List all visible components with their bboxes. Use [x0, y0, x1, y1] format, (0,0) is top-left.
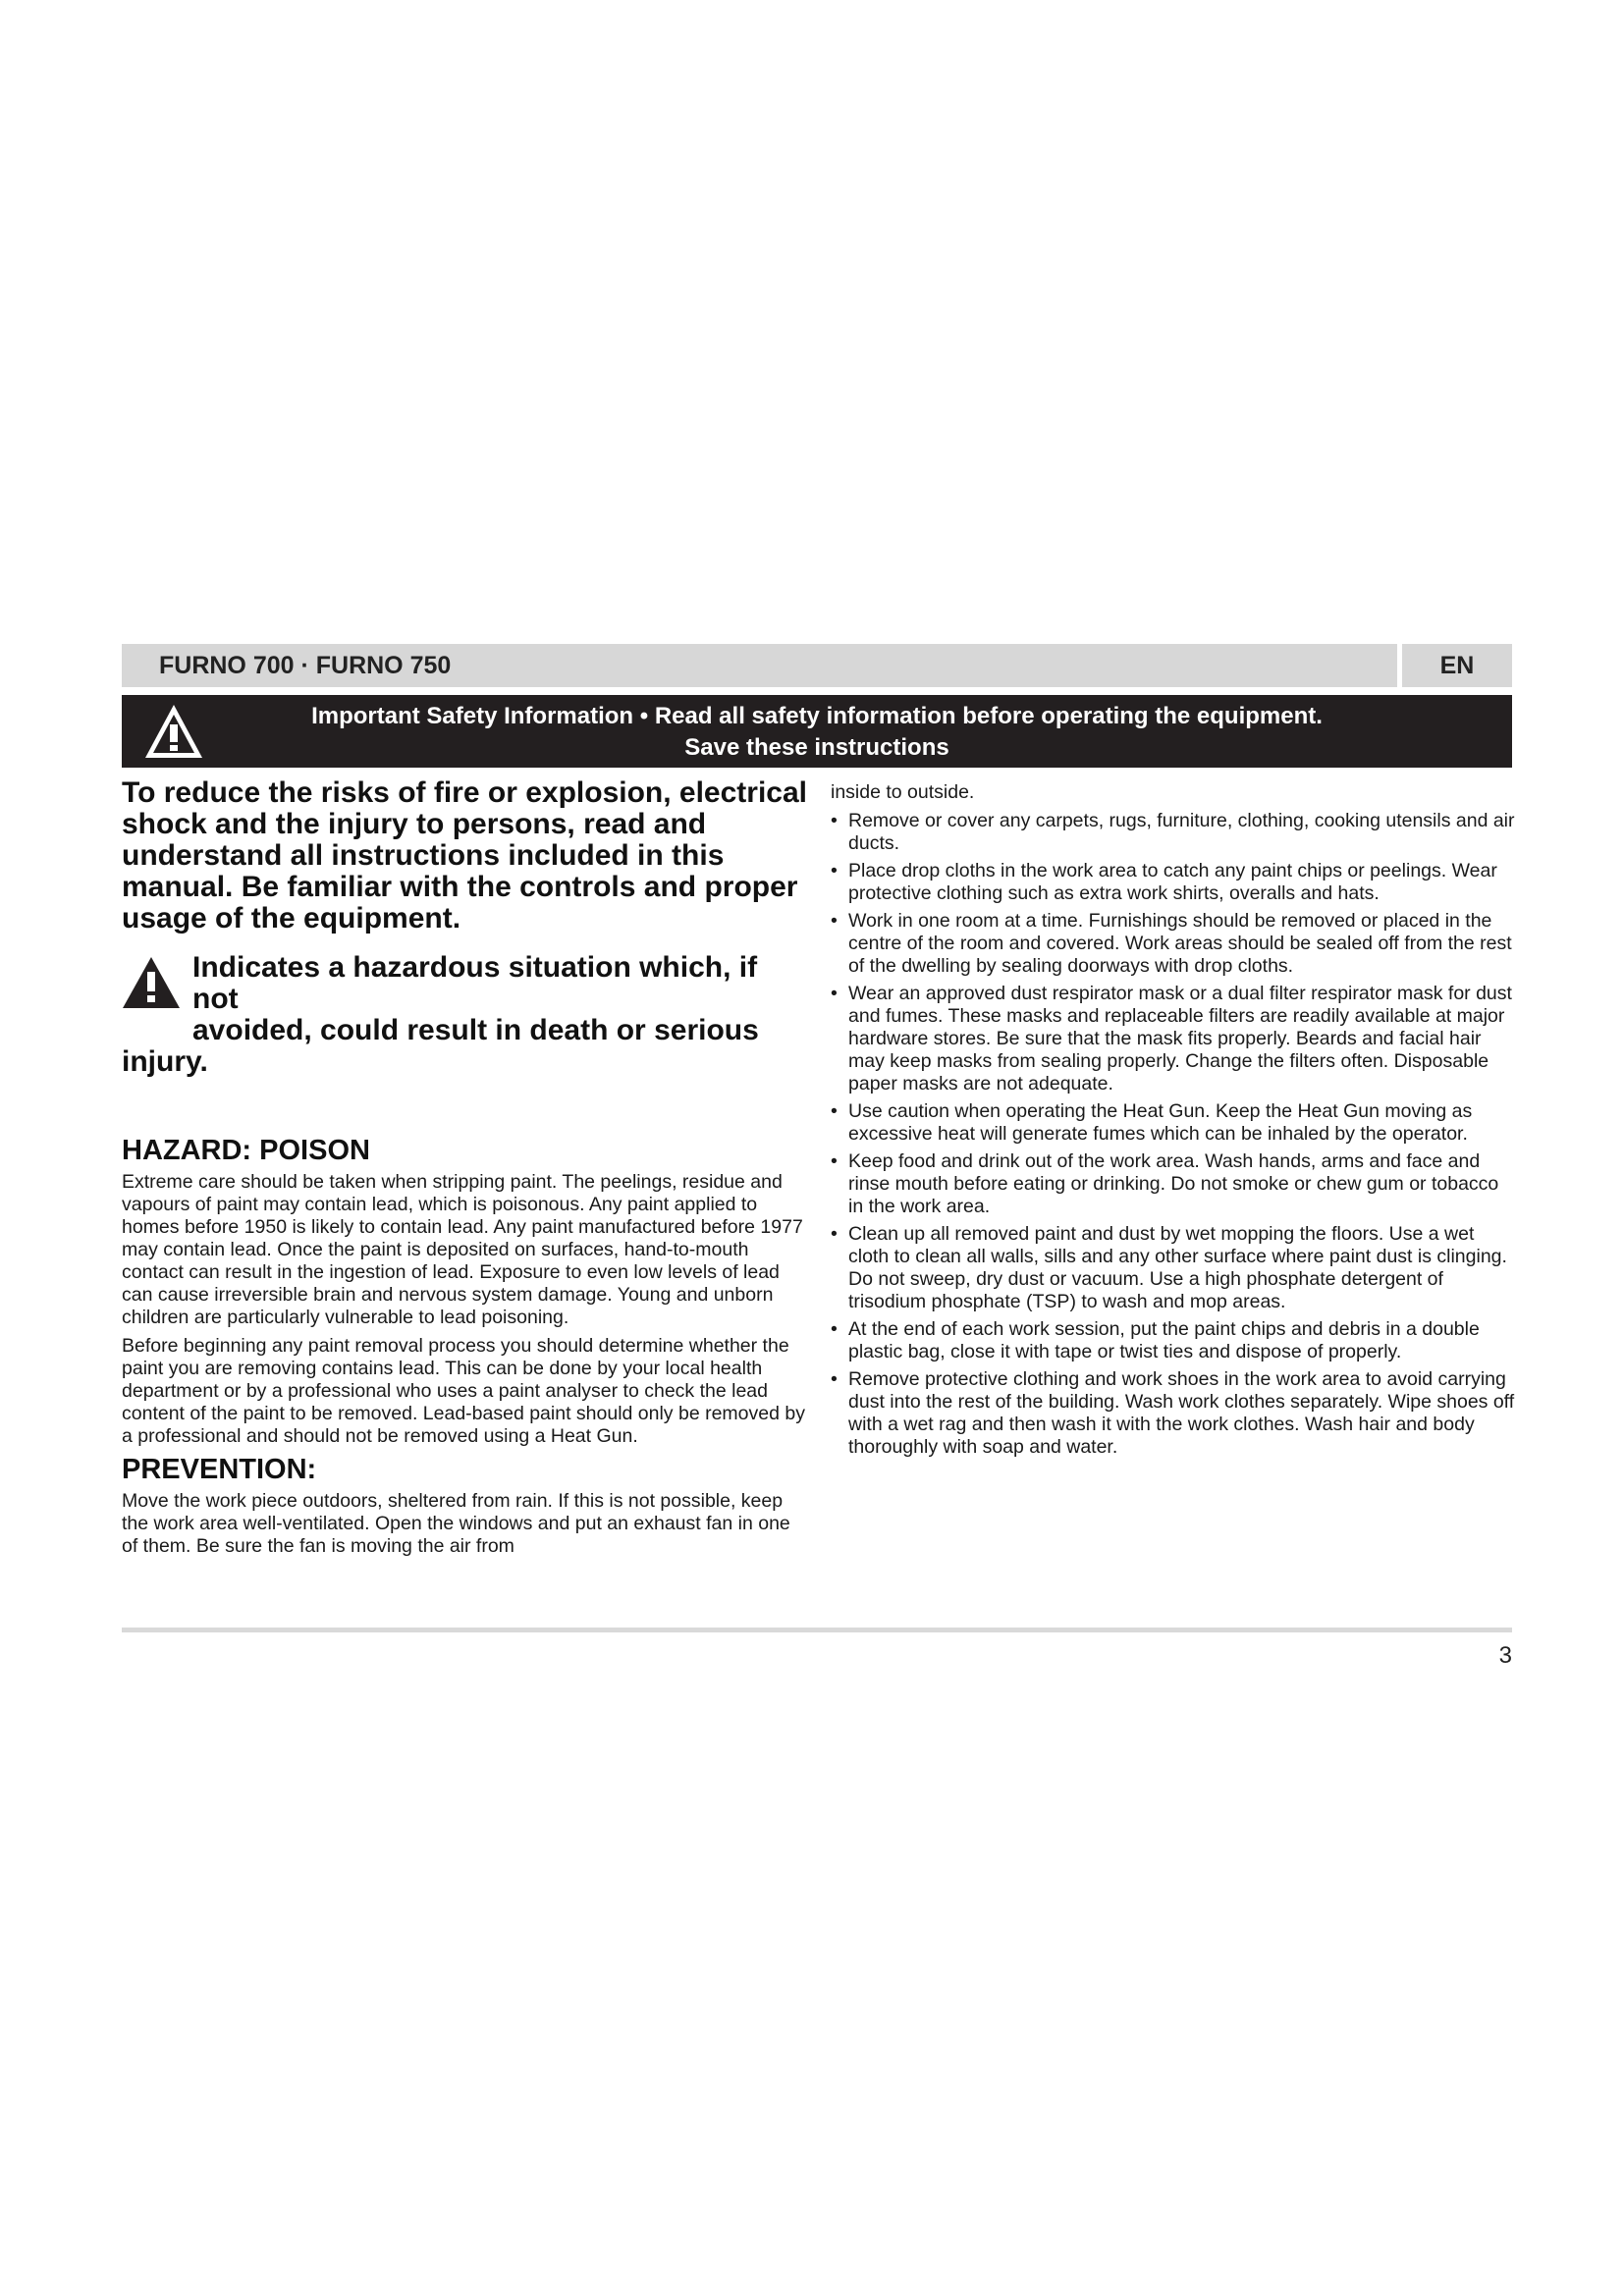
hazard-notice-line-3: injury.	[122, 1045, 208, 1078]
banner-line-2: Save these instructions	[684, 734, 949, 761]
product-title: FURNO 700 · FURNO 750	[159, 652, 452, 679]
hazard-notice-line-2: avoided, could result in death or serious	[192, 1014, 759, 1046]
prevention-list	[831, 810, 1518, 1459]
list-item: • Place drop cloths in the work area to catch any paint chips or peelings. Wear protective clothing such as extra work shirts, overalls and hats.	[831, 860, 1497, 904]
prevention-heading: PREVENTION:	[122, 1454, 317, 1485]
footer-divider	[122, 1628, 1512, 1632]
list-item: • Work in one room at a time. Furnishings should be removed or placed in the centre of the room and covered. Work areas should be sealed off from the rest of the dwelling by sealing doorways with drop cloths.	[831, 910, 1512, 977]
safety-banner	[122, 695, 1512, 768]
language-label: EN	[1402, 644, 1512, 687]
prevention-paragraph: Move the work piece outdoors, sheltered from rain. If this is not possible, keep the work area well-ventilated. Open the windows and put an exhaust fan in one of them. Be sure the fan is moving the air from	[122, 1490, 790, 1557]
list-item: • Keep food and drink out of the work area. Wash hands, arms and face and rinse mouth before eating or drinking. Do not smoke or chew gum or tobacco in the work area.	[831, 1150, 1499, 1217]
prevention-continued: inside to outside.	[831, 781, 975, 803]
hazard-notice	[122, 952, 809, 1078]
list-item: • Clean up all removed paint and dust by wet mopping the floors. Use a wet cloth to clean all walls, sills and any other surface where paint dust is clinging. Do not sweep, dry dust or vacuum. Use a high phosphate detergent of trisodium phosphate (TSP) to wash and mop areas.	[831, 1223, 1507, 1312]
list-item: • Remove or cover any carpets, rugs, furniture, clothing, cooking utensils and air ducts.	[831, 810, 1515, 854]
list-item: • Wear an approved dust respirator mask or a dual filter respirator mask for dust and fumes. These masks and replaceable filters are readily available at major hardware stores. Be sure that the mask fits properly. Beards and facial hair may keep masks from sealing properly. Change the filters often. Disposable paper masks are not adequate.	[831, 983, 1512, 1095]
poison-paragraph: Before beginning any paint removal process you should determine whether the paint you are removing contains lead. This can be done by your local health department or by a professional who uses a paint analyser to check the lead content of the paint to be removed. Lead-based paint should only be removed by a professional and should not be removed using a Heat Gun.	[122, 1335, 805, 1447]
page-number: 3	[1498, 1642, 1512, 1669]
list-item: • Remove protective clothing and work shoes in the work area to avoid carrying dust into the rest of the building. Wash work clothes separately. Wipe shoes off with a wet rag and then wash it with the work clothes. Wash hair and body thoroughly with soap and water.	[831, 1368, 1515, 1458]
list-item: • At the end of each work session, put the paint chips and debris in a double plastic bag, close it with tape or twist ties and dispose of properly.	[831, 1318, 1480, 1362]
header-bar	[122, 644, 1397, 687]
left-column	[122, 777, 809, 1564]
list-item: • Use caution when operating the Heat Gun. Keep the Heat Gun moving as excessive heat will generate fumes which can be inhaled by the operator.	[831, 1100, 1473, 1145]
hazard-poison-heading: HAZARD: POISON	[122, 1135, 370, 1166]
hazard-notice-line-1: Indicates a hazardous situation which, if not	[192, 951, 758, 1015]
poison-paragraph: Extreme care should be taken when stripping paint. The peelings, residue and vapours of paint may contain lead, which is poisonous. Any paint applied to homes before 1950 is likely to contain lead. Any paint manufactured before 1977 may contain lead. Once the paint is deposited on surfaces, hand-to-mouth contact can result in the ingestion of lead. Exposure to even low levels of lead can cause irreversible brain and nervous system damage. Young and unborn children are particularly vulnerable to lead poisoning.	[122, 1171, 803, 1328]
right-column	[831, 781, 1518, 1464]
banner-line-1: Important Safety Information • Read all safety information before operating the equipment.	[311, 703, 1323, 729]
warning-icon	[122, 956, 181, 1009]
intro-warning: To reduce the risks of fire or explosion, electrical shock and the injury to persons, read and understand all instructions included in this manual. Be familiar with the controls and proper usage of the equipment.	[122, 776, 807, 934]
